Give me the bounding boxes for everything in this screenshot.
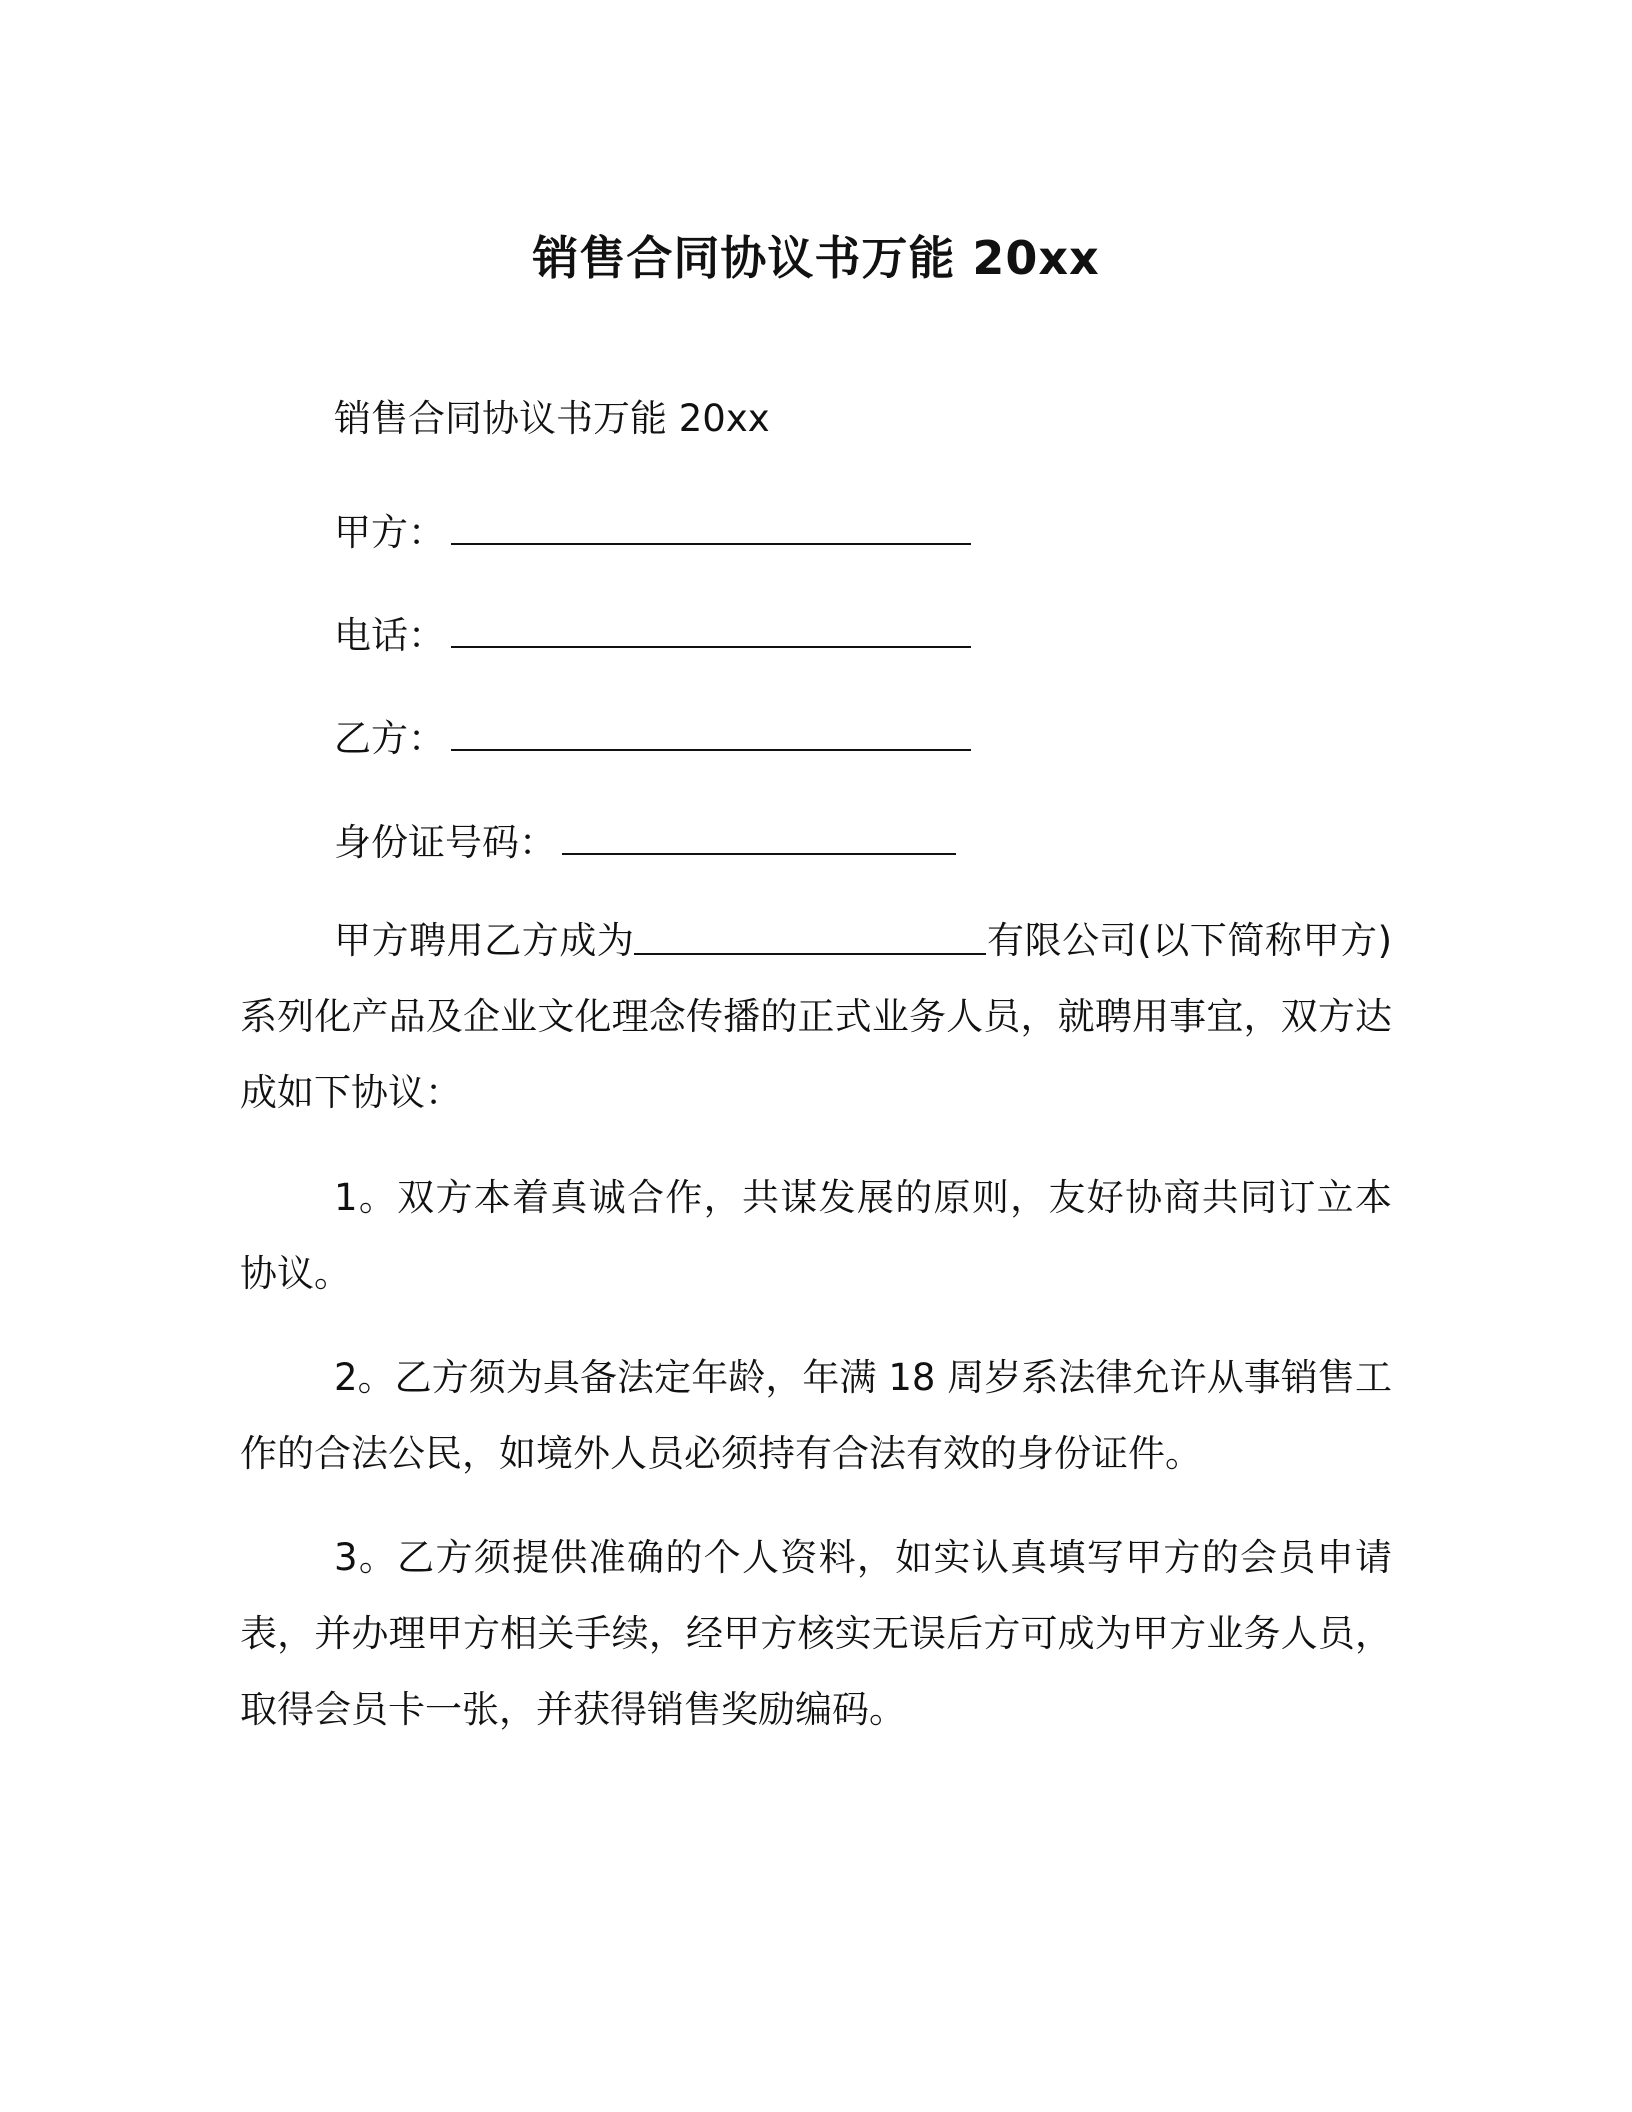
document-title: 销售合同协议书万能 20xx	[532, 231, 1100, 285]
party-a-label: 甲方：	[334, 511, 445, 554]
party-b-blank[interactable]	[451, 713, 971, 751]
phone-blank[interactable]	[451, 610, 971, 648]
id-number-row	[334, 817, 956, 864]
clause-3: 3。乙方须提供准确的个人资料，如实认真填写甲方的会员申请表，并办理甲方相关手续，经甲方核实无误后方可成为甲方业务人员，取得会员卡一张，并获得销售奖励编码。	[240, 1536, 1392, 1731]
intro-text-after-blank: 有限公司(以下简称甲方)系列化产品及企业文化理念传播的正式业务人员，就聘用事宜，双方达成如下协议：	[240, 919, 1392, 1114]
intro-paragraph	[240, 903, 1392, 1131]
phone-row	[334, 610, 971, 657]
document-subtitle: 销售合同协议书万能 20xx	[334, 397, 770, 440]
id-number-blank[interactable]	[562, 817, 956, 855]
party-a-blank[interactable]	[451, 507, 971, 545]
clause-1: 1。双方本着真诚合作，共谋发展的原则，友好协商共同订立本协议。	[240, 1176, 1392, 1295]
company-name-blank[interactable]	[634, 921, 986, 955]
id-number-label: 身份证号码：	[334, 821, 556, 864]
party-a-row	[334, 507, 971, 554]
party-b-row	[334, 713, 971, 760]
party-b-label: 乙方：	[334, 717, 445, 760]
phone-label: 电话：	[334, 614, 445, 657]
clause-2: 2。乙方须为具备法定年龄，年满 18 周岁系法律允许从事销售工作的合法公民，如境外人员必须持有合法有效的身份证件。	[240, 1356, 1392, 1475]
intro-text-before-blank: 甲方聘用乙方成为	[334, 919, 635, 962]
